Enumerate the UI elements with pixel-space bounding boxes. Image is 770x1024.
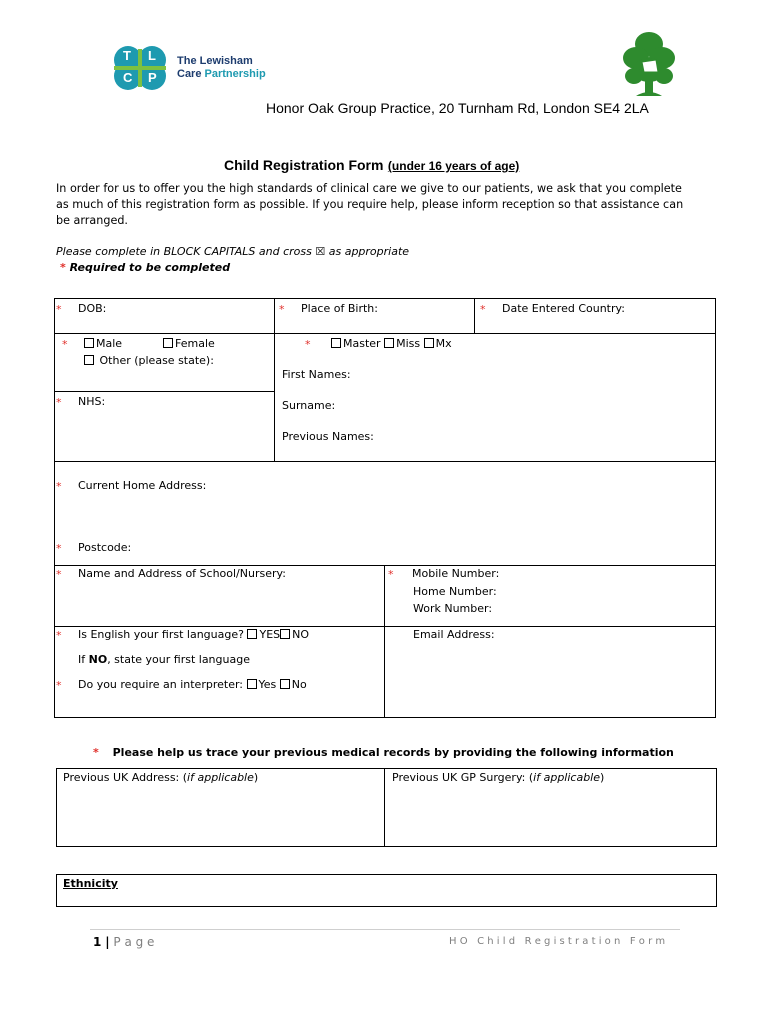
gender-other-option[interactable] <box>84 354 214 367</box>
page-separator: | <box>105 935 110 949</box>
other-label: Other (please state): <box>99 354 214 367</box>
place-of-birth-star: * <box>279 303 285 316</box>
tlcp-logo-icon <box>108 44 172 90</box>
english-star: * <box>56 629 62 642</box>
first-language-prompt <box>78 653 250 666</box>
mx-checkbox[interactable] <box>424 338 434 348</box>
logo-text-partnership: Partnership <box>204 68 266 80</box>
english-yes-option[interactable] <box>247 628 280 641</box>
school-star: * <box>56 568 62 581</box>
date-entered-label: Date Entered Country: <box>502 302 625 315</box>
logo-text-care: Care <box>177 68 205 80</box>
mobile-star: * <box>388 568 394 581</box>
first-names-field[interactable] <box>360 365 710 387</box>
footer-page <box>93 935 154 949</box>
english-no-option[interactable] <box>280 628 309 641</box>
school-field[interactable] <box>78 584 378 622</box>
place-of-birth-field[interactable] <box>385 300 470 330</box>
prev-address-text: Previous UK Address: ( <box>63 771 188 784</box>
master-label: Master <box>343 337 381 350</box>
interpreter-yes-label: Yes <box>258 678 277 691</box>
interpreter-star: * <box>56 679 62 692</box>
gender-female-option[interactable] <box>163 337 215 350</box>
first-names-label: First Names: <box>282 368 351 381</box>
dob-star: * <box>56 303 62 316</box>
english-question-label: Is English your first language? <box>78 628 244 641</box>
english-yes-checkbox[interactable] <box>247 629 257 639</box>
prev-address-italic: if applicable <box>187 771 254 784</box>
male-checkbox[interactable] <box>84 338 94 348</box>
english-yes-label: YES <box>259 628 281 641</box>
required-text: Required to be completed <box>69 261 231 274</box>
footer-doc-title: H O C h i l d R e g i s t r a t i o n F o r m <box>449 936 666 947</box>
first-language-suffix: , state your first language <box>107 653 250 666</box>
english-no-label: NO <box>292 628 310 641</box>
gender-male-option[interactable] <box>84 337 122 350</box>
school-label: Name and Address of School/Nursery: <box>78 567 286 580</box>
logo-text-line2 <box>177 68 266 80</box>
title-star: * <box>305 338 311 351</box>
trace-star: * <box>93 746 99 759</box>
gender-star: * <box>62 338 68 351</box>
page-word: P a g e <box>113 935 155 949</box>
logo-letter-p: P <box>148 70 157 85</box>
interpreter-question-label: Do you require an interpreter: <box>78 678 243 691</box>
other-checkbox[interactable] <box>84 355 94 365</box>
required-star: * <box>60 261 66 274</box>
tree-logo-icon <box>622 26 676 98</box>
english-question <box>78 628 309 641</box>
mobile-field[interactable] <box>505 565 710 582</box>
prev-address-end: ) <box>253 771 259 784</box>
female-checkbox[interactable] <box>163 338 173 348</box>
place-of-birth-label: Place of Birth: <box>301 302 378 315</box>
intro-line-3: be arranged. <box>56 214 128 227</box>
ethnicity-field[interactable] <box>120 877 710 903</box>
cross-box-icon: ☒ <box>315 245 326 258</box>
form-title-main: Child Registration Form <box>224 157 384 173</box>
prev-gp-label <box>392 771 604 784</box>
work-number-label: Work Number: <box>413 602 493 615</box>
interpreter-no-checkbox[interactable] <box>280 679 290 689</box>
page-number: 1 <box>93 935 102 949</box>
intro-line-1: In order for us to offer you the high standards of clinical care we give to our patients, we ask that you complete <box>56 182 682 195</box>
form-title-sub: (under 16 years of age) <box>387 159 520 173</box>
postcode-star: * <box>56 542 62 555</box>
prev-gp-text: Previous UK GP Surgery: ( <box>392 771 534 784</box>
postcode-field[interactable] <box>140 539 340 561</box>
home-number-field[interactable] <box>505 583 710 600</box>
instruction-main: Please complete in BLOCK CAPITALS and cross <box>56 245 312 258</box>
prev-gp-field[interactable] <box>388 788 713 843</box>
home-address-field[interactable] <box>78 496 708 536</box>
surname-field[interactable] <box>340 396 710 418</box>
ethnicity-label: Ethnicity <box>63 877 118 890</box>
interpreter-question <box>78 678 307 691</box>
nhs-star: * <box>56 396 62 409</box>
intro-paragraph <box>56 181 683 229</box>
form-title <box>224 157 519 175</box>
prev-address-field[interactable] <box>60 788 380 843</box>
practice-address: Honor Oak Group Practice, 20 Turnham Rd, London SE4 2LA <box>266 100 649 116</box>
postcode-label: Postcode: <box>78 541 132 554</box>
prev-gp-end: ) <box>600 771 605 784</box>
logo-letter-t: T <box>123 48 131 63</box>
nhs-field[interactable] <box>110 393 270 457</box>
nhs-label: NHS: <box>78 395 106 408</box>
male-label: Male <box>96 337 123 350</box>
miss-option[interactable] <box>384 337 420 350</box>
miss-label: Miss <box>396 337 421 350</box>
mx-option[interactable] <box>424 337 452 350</box>
instruction-text <box>56 245 409 258</box>
dob-field[interactable] <box>110 300 270 330</box>
previous-names-label: Previous Names: <box>282 430 374 443</box>
home-number-label: Home Number: <box>413 585 497 598</box>
first-language-no: NO <box>88 653 108 666</box>
first-language-prefix: If <box>78 653 89 666</box>
miss-checkbox[interactable] <box>384 338 394 348</box>
master-checkbox[interactable] <box>331 338 341 348</box>
logo-text-line1: The Lewisham <box>177 55 253 67</box>
intro-line-2: as much of this registration form as possible. If you require help, please inform reception so that assistance can <box>56 198 684 211</box>
dob-label: DOB: <box>78 302 107 315</box>
title-options <box>331 337 452 350</box>
date-entered-star: * <box>480 303 486 316</box>
logo-letter-l: L <box>148 48 156 63</box>
date-entered-field[interactable] <box>630 300 712 330</box>
first-language-field[interactable] <box>250 651 378 668</box>
home-address-star: * <box>56 480 62 493</box>
trace-heading <box>93 746 674 759</box>
english-no-checkbox[interactable] <box>280 629 290 639</box>
mobile-label: Mobile Number: <box>412 567 500 580</box>
prev-address-label <box>63 771 258 784</box>
interpreter-yes-checkbox[interactable] <box>247 679 257 689</box>
instruction-end: as appropriate <box>328 245 410 258</box>
work-number-field[interactable] <box>505 600 710 617</box>
logo-letter-c: C <box>123 70 133 85</box>
previous-names-field[interactable] <box>380 427 710 449</box>
mx-label: Mx <box>435 337 452 350</box>
email-field[interactable] <box>500 626 710 646</box>
surname-label: Surname: <box>282 399 336 412</box>
email-label: Email Address: <box>413 628 495 641</box>
trace-heading-text: Please help us trace your previous medical records by providing the following information <box>112 746 674 759</box>
lewisham-care-partnership-logo <box>108 44 268 90</box>
interpreter-no-label: No <box>291 678 307 691</box>
footer-rule <box>90 929 680 930</box>
home-address-label: Current Home Address: <box>78 479 207 492</box>
interpreter-yes-option[interactable] <box>247 678 277 691</box>
prev-gp-italic: if applicable <box>533 771 601 784</box>
master-option[interactable] <box>331 337 381 350</box>
female-label: Female <box>175 337 215 350</box>
required-note <box>60 261 230 274</box>
interpreter-no-option[interactable] <box>280 678 307 691</box>
